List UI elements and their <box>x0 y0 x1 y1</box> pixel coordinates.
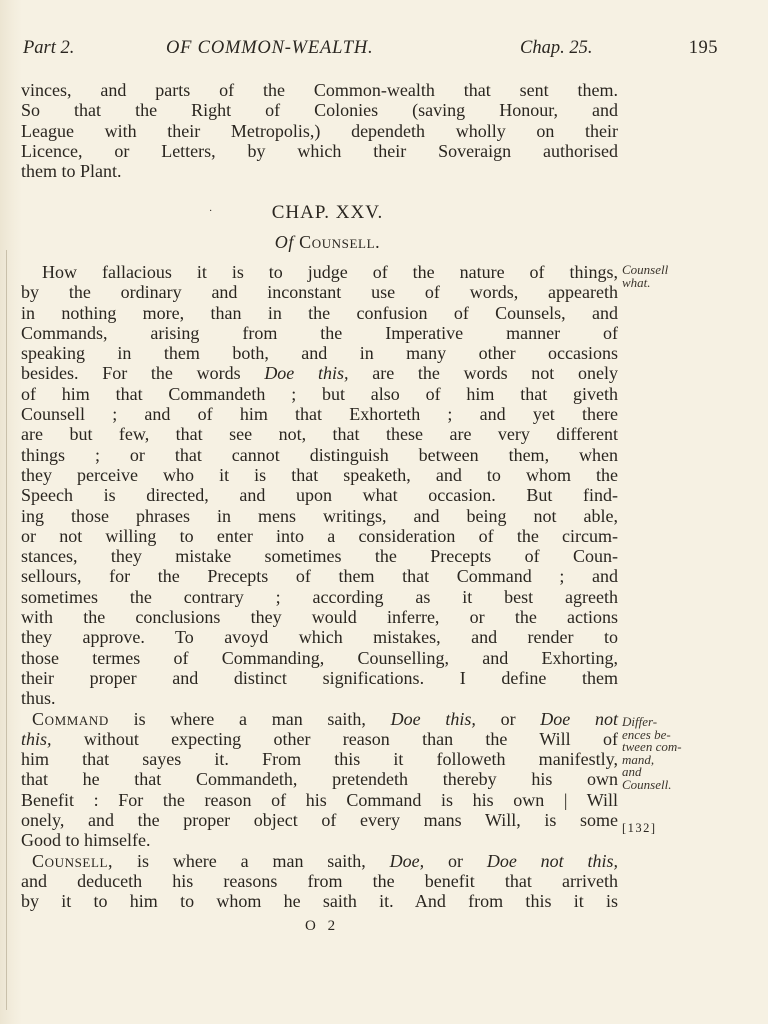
binding-edge <box>6 250 7 1010</box>
text-line: their proper and distinct significations. I define them <box>21 667 618 688</box>
page-gutter <box>0 0 22 1024</box>
text-line: by the ordinary and inconstant use of words, appeareth <box>21 282 618 303</box>
running-head-part: Part 2. <box>23 38 75 58</box>
margin-note-line: what. <box>622 274 651 290</box>
defined-term: Counsell, <box>32 850 114 871</box>
emphasis: Doe not this, <box>486 850 619 871</box>
emphasis: Doe not <box>540 708 619 729</box>
text-line: that he that Commandeth, pretendeth thereby his own <box>21 769 618 790</box>
text-line <box>21 851 618 871</box>
text-line: Speech is directed, and upon what occasion. But find- <box>21 485 618 506</box>
stray-mark: · <box>209 206 213 217</box>
text-line: Benefit : For the reason of his Command is his own | Will <box>21 789 618 810</box>
text-line <box>21 363 618 383</box>
opening-paragraph <box>21 80 618 181</box>
text-line: thus. <box>21 688 56 709</box>
defined-term: Command <box>32 708 109 729</box>
text-run: without expecting other reason than the Will of <box>51 728 618 749</box>
emphasis: Doe this, <box>390 708 476 729</box>
text-line: him that sayes it. From this it followeth manifestly, <box>21 749 618 770</box>
running-head-chapter: Chap. 25. <box>520 38 593 58</box>
original-page-marker: [132] <box>622 821 657 835</box>
margin-note-counsell <box>622 264 668 289</box>
margin-note-line: ences be- <box>622 726 671 742</box>
emphasis: Doe, <box>389 850 425 871</box>
text-line: speaking in them both, and in many other occasions <box>21 343 618 364</box>
margin-note-line: Counsell. <box>622 776 672 792</box>
margin-note-differences <box>622 716 682 791</box>
margin-note-line: tween com- <box>622 739 682 754</box>
margin-note-line: Counsell <box>622 262 669 277</box>
running-head <box>23 38 718 64</box>
text-line: with the conclusions they would inferre, or the actions <box>21 607 618 628</box>
margin-note-line: Differ- <box>622 714 658 729</box>
text-line: stances, they mistake sometimes the Precepts of Coun- <box>21 546 618 567</box>
emphasis: this, <box>21 728 52 749</box>
chapter-title-word: Counsell. <box>299 232 381 252</box>
text-line: those termes of Commanding, Counselling, and Exhorting, <box>21 647 618 668</box>
text-run: or <box>424 850 487 871</box>
text-line: of him that Commandeth ; but also of him that giveth <box>21 383 618 404</box>
text-line: vinces, and parts of the Common-wealth that sent them. <box>21 80 618 100</box>
text-line: they approve. To avoyd which mistakes, and render to <box>21 627 618 648</box>
text-line: by it to him to whom he saith it. And from this it is <box>21 891 618 912</box>
chapter-number: CHAP. XXV. <box>271 202 384 223</box>
text-line: in nothing more, than in the confusion of Counsels, and <box>21 302 618 323</box>
signature-mark: O 2 <box>305 918 340 934</box>
text-line <box>21 709 618 729</box>
text-line: are but few, that see not, that these are very different <box>21 424 618 445</box>
text-line: sellours, for the Precepts of them that Command ; and <box>21 566 618 587</box>
text-line: things ; or that cannot distinguish between them, when <box>21 444 618 465</box>
chapter-title-of: Of <box>274 232 294 252</box>
chapter-title <box>21 232 618 253</box>
text-line: ing those phrases in mens writings, and being not able, <box>21 505 618 526</box>
margin-note-line: and <box>622 764 642 779</box>
text-line: Good to himselfe. <box>21 830 151 851</box>
text-run: is where a man saith, <box>108 708 391 729</box>
emphasis: Doe this, <box>264 363 349 384</box>
text-line: How fallacious it is to judge of the nature of things, <box>42 262 618 282</box>
page-number: 195 <box>688 38 718 58</box>
text-run: besides. For the words <box>21 363 265 384</box>
text-line: Counsell ; and of him that Exhorteth ; and yet there <box>21 404 618 425</box>
margin-note-line: mand, <box>622 751 655 767</box>
text-line: Commands, arising from the Imperative manner of <box>21 322 618 343</box>
text-run: or <box>475 708 541 729</box>
text-line: or not willing to enter into a consideration of the circum- <box>21 525 618 546</box>
text-line: League with their Metropolis,) dependeth wholly on their <box>21 120 618 141</box>
text-run: are the words not onely <box>348 363 618 384</box>
text-line: and deduceth his reasons from the benefit that arriveth <box>21 870 618 891</box>
text-line: So that the Right of Colonies (saving Honour, and <box>21 100 618 121</box>
text-line: sometimes the contrary ; according as it best agreeth <box>21 586 618 607</box>
text-line: they perceive who it is that speaketh, and to whom the <box>21 464 618 485</box>
chapter-body <box>21 262 618 912</box>
text-run: is where a man saith, <box>113 850 390 871</box>
text-line: onely, and the proper object of every mans Will, is some <box>21 810 618 831</box>
text-line: them to Plant. <box>21 161 122 182</box>
running-head-title: OF COMMON-WEALTH. <box>166 38 374 58</box>
text-line: Licence, or Letters, by which their Soveraign authorised <box>21 140 618 161</box>
text-line <box>21 729 618 749</box>
